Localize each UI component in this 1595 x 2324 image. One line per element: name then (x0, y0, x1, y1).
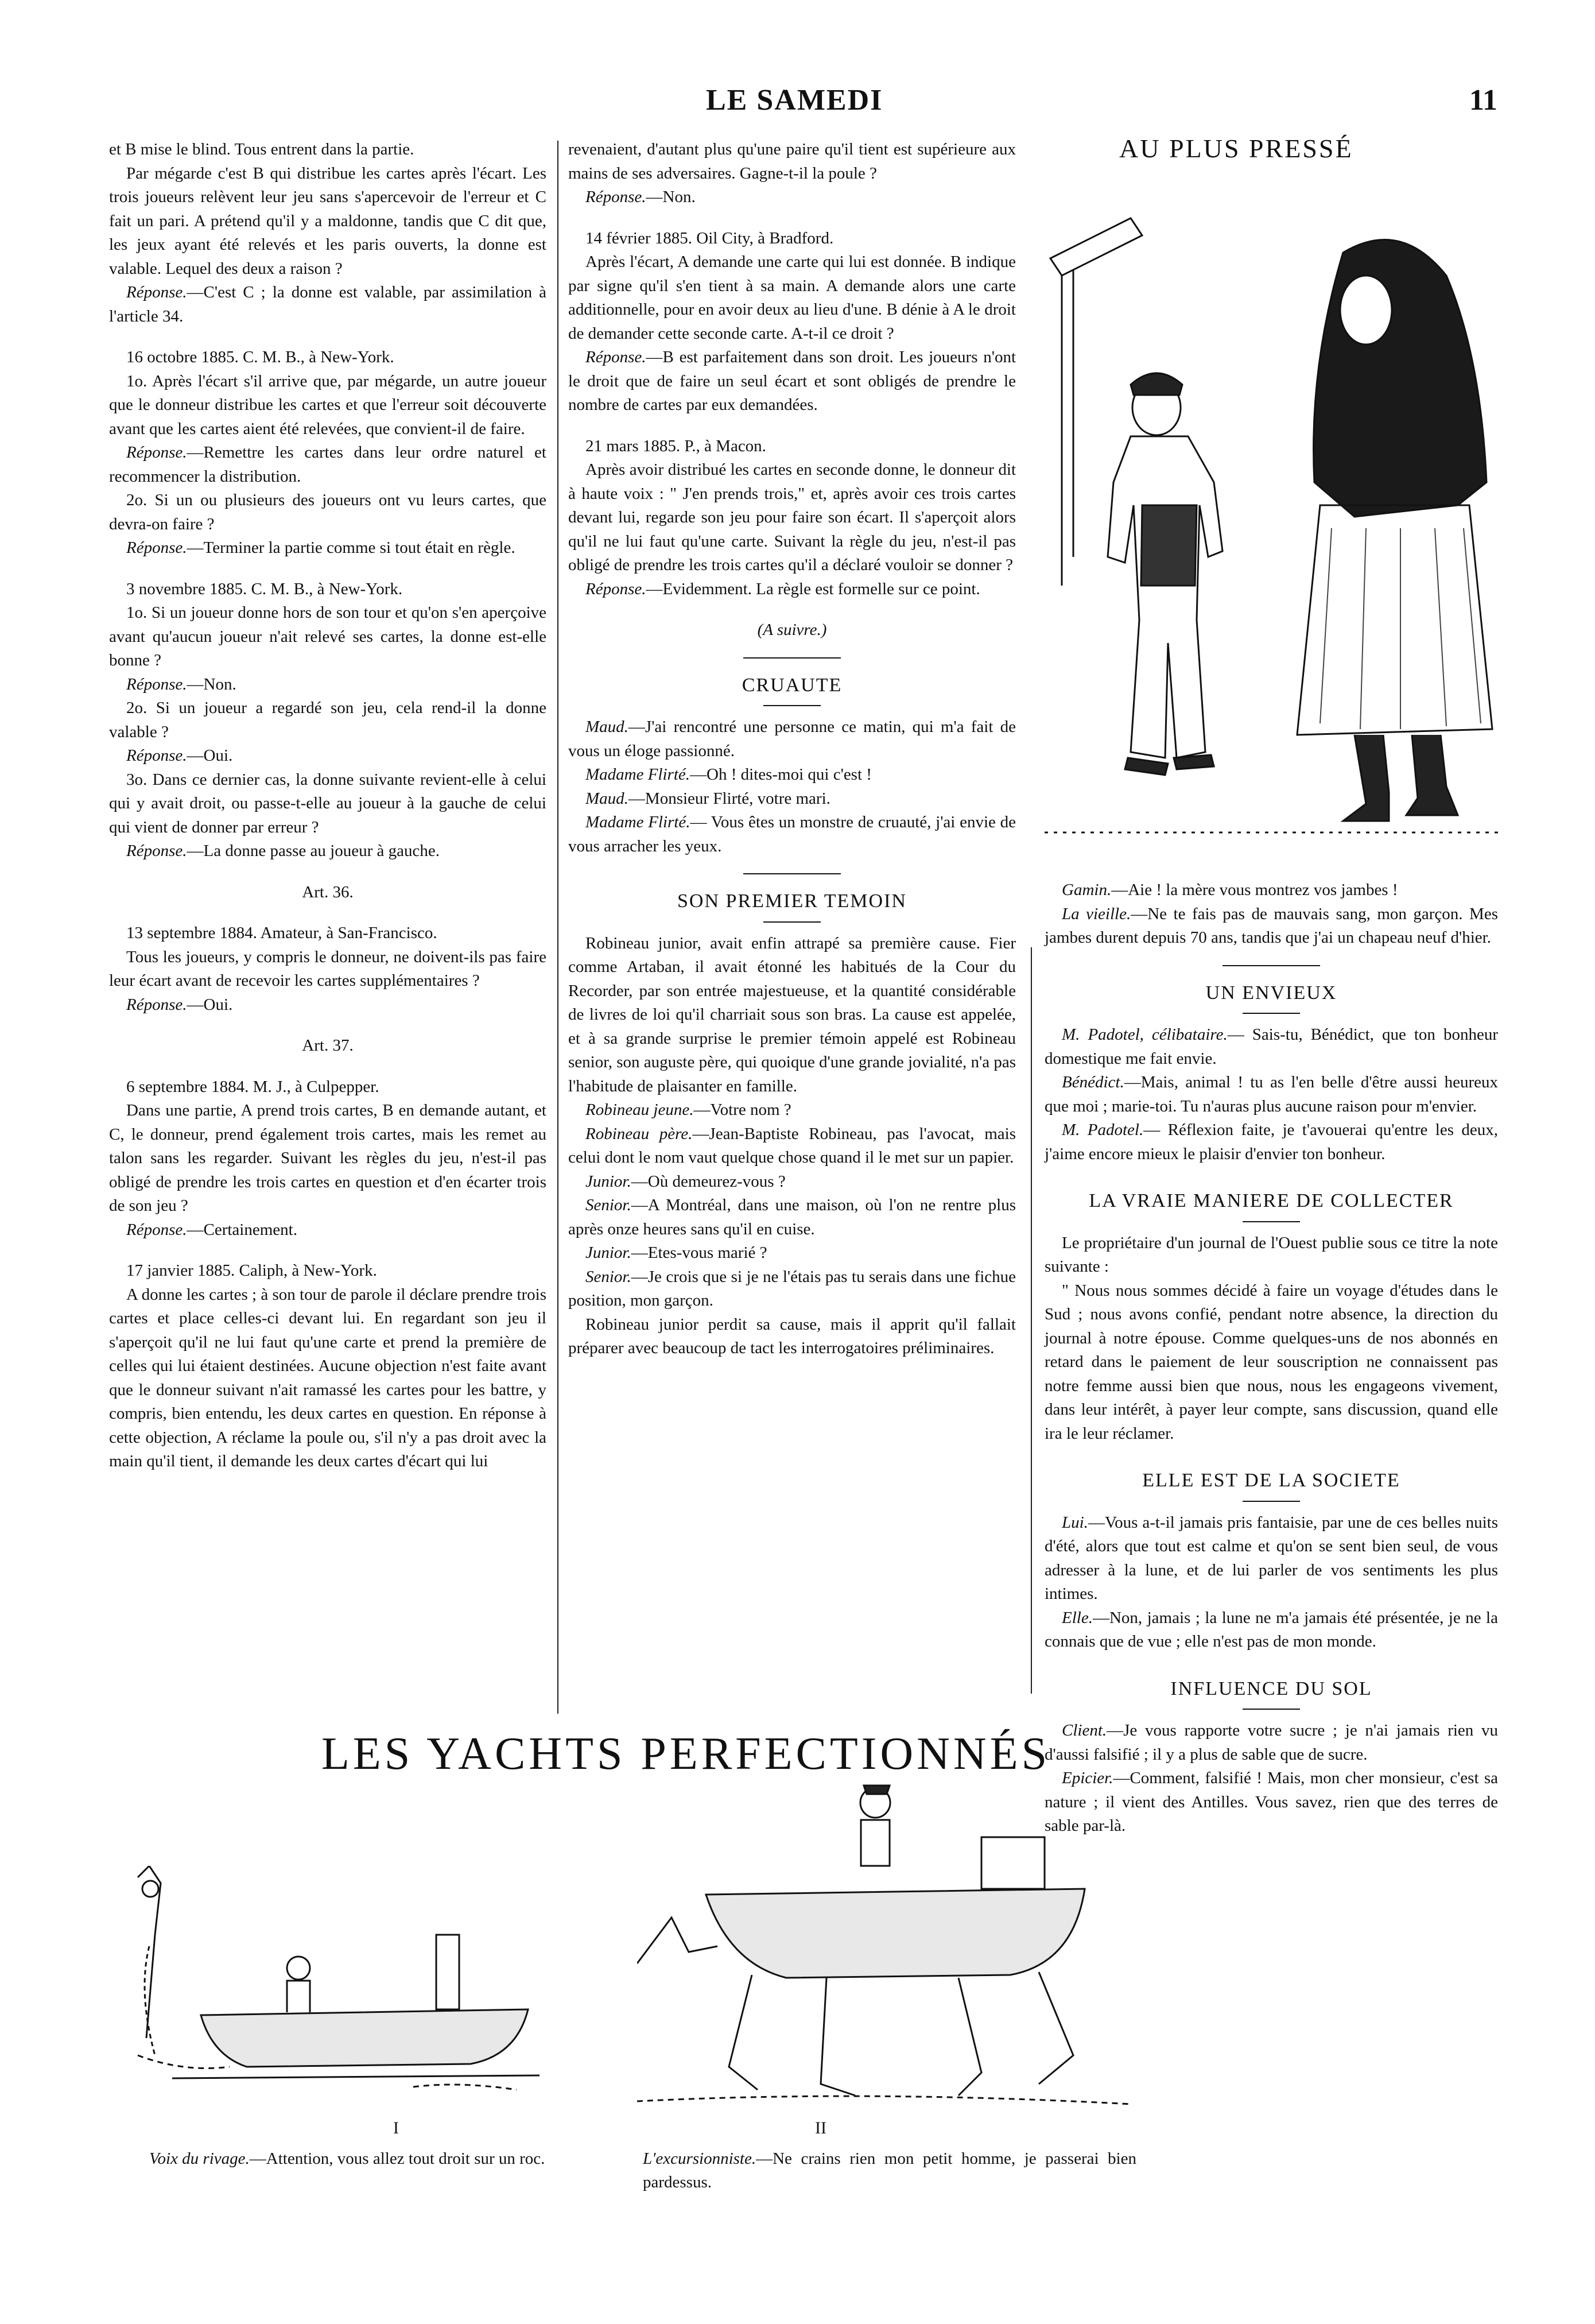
dialogue-line: Epicier.—Comment, falsifié ! Mais, mon cher monsieur, c'est sa nature ; il vient des Antilles. Vous savez, rien que des terres de sable par-là. (1045, 1769, 1498, 1835)
answer: Réponse.—Oui. (126, 995, 233, 1014)
paragraph: Après avoir distribué les cartes en seconde donne, le donneur dit à haute voix : " J'en prends trois," et, après avoir ces trois cartes devant lui, regarde son jeu pour faire son écart. Il s'aperçoit alors qu'il ne lui faut qu'une carte. Suivant la règle du jeu, n'est-il pas obligé de prendre les trois cartes qu'il a déclaré vouloir se donner ? (568, 460, 1016, 574)
paragraph: Robineau junior perdit sa cause, mais il apprit qu'il fallait préparer avec beaucoup de tact les interrogatoires préliminaires. (568, 1315, 1016, 1357)
yacht-illustration-1 (115, 1866, 562, 2107)
yachts-title: LES YACHTS PERFECTIONNÉS (321, 1729, 1051, 1779)
dialogue-line: Junior.—Etes-vous marié ? (585, 1244, 767, 1262)
question-heading: 21 mars 1885. P., à Macon. (585, 436, 766, 455)
title-rule (763, 921, 821, 923)
dialogue-line: La vieille.—Ne te fais pas de mauvais sang, mon garçon. Mes jambes durent depuis 70 ans, tandis que j'ai un chapeau neuf d'hier. (1045, 904, 1498, 947)
section-title-au-plus-presse: AU PLUS PRESSÉ (1119, 134, 1353, 163)
section-title-envieux: UN ENVIEUX (1205, 982, 1337, 1004)
paragraph: Tous les joueurs, y compris le donneur, ne doivent-ils pas faire leur écart avant de recevoir les cartes supplémentaires ? (109, 947, 546, 990)
dialogue-line: Lui.—Vous a-t-il jamais pris fantaisie, par une de ces belles nuits d'été, alors que tout est calme et qu'on se sent bien seul, de vous adresser à la lune, et de lui parler de vos sentiments les plus intimes. (1045, 1513, 1498, 1603)
yacht-caption-1: Voix du rivage.—Attention, vous allez tout droit sur un roc. (149, 2149, 545, 2168)
paragraph: 2o. Si un ou plusieurs des joueurs ont vu leurs cartes, que devra-on faire ? (109, 491, 546, 533)
paragraph: 1o. Si un joueur donne hors de son tour et qu'on s'en aperçoive avant qu'aucun joueur n'ait relevé ses cartes, la donne est-elle bonne ? (109, 603, 546, 669)
dialogue-line: M. Padotel, célibataire.— Sais-tu, Bénédict, que ton bonheur domestique me fait envie. (1045, 1025, 1498, 1068)
title-rule (1243, 1501, 1300, 1502)
answer: Réponse.—Remettre les cartes dans leur ordre naturel et recommencer la distribution. (109, 443, 546, 486)
title-rule (1243, 1221, 1300, 1222)
dialogue-line: Robineau père.—Jean-Baptiste Robineau, pas l'avocat, mais celui dont le nom vaut quelque chose quand il le met sur un papier. (568, 1124, 1016, 1167)
section-title-sol: INFLUENCE DU SOL (1170, 1678, 1372, 1699)
answer: Réponse.—Evidemment. La règle est formelle sur ce point. (585, 579, 980, 598)
article-number: Art. 37. (302, 1036, 354, 1055)
answer: Réponse.—Oui. (126, 746, 233, 765)
question-heading: 3 novembre 1885. C. M. B., à New-York. (126, 579, 403, 598)
answer: Réponse.—B est parfaitement dans son droit. Les joueurs n'ont le droit que de faire un seul écart et sont obligés de prendre le nombre de cartes par eux demandées. (568, 348, 1016, 414)
old-woman-and-boy-illustration (1045, 184, 1498, 873)
paragraph: Dans une partie, A prend trois cartes, B en demande autant, et C, le donneur, prend également trois cartes, mais les remet au talon sans les regarder. Suivant les règles du jeu, n'est-il pas obligé de prendre les trois cartes en question et d'en écarter trois de son jeu ? (109, 1101, 546, 1215)
question-heading: 16 octobre 1885. C. M. B., à New-York. (126, 348, 394, 366)
paragraph: 1o. Après l'écart s'il arrive que, par mégarde, un autre joueur que le donneur distribue les cartes et que l'erreur soit découverte avant que les cartes aient été relevées, que convient-il de faire. (109, 371, 546, 438)
dialogue-line: Gamin.—Aie ! la mère vous montrez vos jambes ! (1062, 881, 1398, 899)
page-header (0, 83, 1595, 129)
paragraph: 3o. Dans ce dernier cas, la donne suivante revient-elle à celui qui y avait droit, ou passe-t-elle au joueur à la gauche de celui qui vient de donner par erreur ? (109, 770, 546, 836)
section-title-societe: ELLE EST DE LA SOCIETE (1142, 1470, 1400, 1491)
to-be-continued: (A suivre.) (757, 621, 827, 639)
dialogue-line: Elle.—Non, jamais ; la lune ne m'a jamais été présentée, je ne la connais que de vue ; elle n'est pas de mon monde. (1045, 1608, 1498, 1651)
dialogue-line: Senior.—Je crois que si je ne l'étais pas tu serais dans une fichue position, mon garçon. (568, 1267, 1016, 1310)
question-heading: 13 septembre 1884. Amateur, à San-Francisco. (126, 924, 437, 942)
caption-number-1: I (393, 2118, 399, 2137)
dialogue-line: Senior.—A Montréal, dans une maison, où l'on ne rentre plus après onze heures sans qu'il en cuise. (568, 1196, 1016, 1238)
article-number: Art. 36. (302, 882, 354, 901)
title-rule (763, 705, 821, 706)
section-title-cruaute: CRUAUTE (742, 674, 843, 696)
journal-title: LE SAMEDI (706, 84, 883, 117)
question-heading: 17 janvier 1885. Caliph, à New-York. (126, 1261, 377, 1280)
column-1 (109, 138, 546, 1474)
section-separator (743, 657, 841, 659)
answer: Réponse.—C'est C ; la donne est valable, par assimilation à l'article 34. (109, 283, 546, 326)
answer: Réponse.—Terminer la partie comme si tout était en règle. (126, 539, 515, 557)
caption-number-2: II (815, 2118, 826, 2137)
section-separator (743, 873, 841, 874)
dialogue-line: Maud.—Monsieur Flirté, votre mari. (585, 789, 831, 808)
dialogue-line: Junior.—Où demeurez-vous ? (585, 1172, 786, 1191)
title-rule (1243, 1013, 1300, 1014)
paragraph: 2o. Si un joueur a regardé son jeu, cela rend-il la donne valable ? (109, 699, 546, 741)
dialogue-line: Robineau jeune.—Votre nom ? (585, 1101, 791, 1119)
yacht-illustration-2 (637, 1745, 1136, 2118)
section-separator (1223, 965, 1320, 966)
dialogue-line: Madame Flirté.— Vous êtes un monstre de cruauté, j'ai envie de vous arracher les yeux. (568, 813, 1016, 855)
question-heading: 14 février 1885. Oil City, à Bradford. (585, 228, 834, 247)
dialogue-line: Bénédict.—Mais, animal ! tu as l'en belle d'être aussi heureux que moi ; marie-toi. Tu n'auras plus aucune raison pour m'envier. (1045, 1073, 1498, 1115)
answer: Réponse.—Non. (585, 188, 696, 206)
page-number: 11 (1469, 84, 1497, 117)
column-divider-2 (1031, 947, 1032, 1694)
dialogue-line: Madame Flirté.—Oh ! dites-moi qui c'est ! (585, 765, 872, 784)
answer: Réponse.—La donne passe au joueur à gauche. (126, 842, 440, 860)
paragraph: revenaient, d'autant plus qu'une paire qu'il tient est supérieure aux mains de ses adversaires. Gagne-t-il la poule ? (568, 140, 1016, 183)
section-title-collecter: LA VRAIE MANIERE DE COLLECTER (1089, 1190, 1454, 1211)
paragraph: Robineau junior, avait enfin attrapé sa première cause. Fier comme Artaban, il avait étonné les habitués de la Cour du Recorder, par son entrée majestueuse, et la quantité considérable de livres de loi qu'il charriait sous son bras. La cause est appelée, et à sa grande surprise le premier témoin appelé est Robineau senior, son auguste père, qui quoique d'une grande jovialité, n'a pas l'habitude de plaisanter en famille. (568, 934, 1016, 1095)
paragraph: Après l'écart, A demande une carte qui lui est donnée. B indique par signe qu'il s'en tient à sa main. A demande alors une carte additionnelle, pour en avoir deux au lieu d'une. B dénie à A le droit de demander cette seconde carte. A-t-il ce droit ? (568, 253, 1016, 343)
paragraph: Le propriétaire d'un journal de l'Ouest publie sous ce titre la note suivante : (1045, 1233, 1498, 1276)
yacht-caption-2: L'excursionniste.—Ne crains rien mon petit homme, je passerai bien pardessus. (643, 2149, 1136, 2191)
dialogue-line: M. Padotel.— Réflexion faite, je t'avouerai qu'entre les deux, j'aime encore mieux le plaisir d'envier ton bonheur. (1045, 1121, 1498, 1163)
answer: Réponse.—Certainement. (126, 1220, 297, 1239)
column-3 (1045, 878, 1498, 1838)
column-divider-1 (557, 141, 558, 1714)
paragraph: et B mise le blind. Tous entrent dans la partie. (109, 140, 414, 158)
answer: Réponse.—Non. (126, 675, 236, 694)
question-heading: 6 septembre 1884. M. J., à Culpepper. (126, 1077, 379, 1096)
section-title-temoin: SON PREMIER TEMOIN (677, 890, 907, 912)
title-rule (1243, 1709, 1300, 1710)
dialogue-line: Maud.—J'ai rencontré une personne ce matin, qui m'a fait de vous un éloge passionné. (568, 718, 1016, 760)
dialogue-line: Client.—Je vous rapporte votre sucre ; je n'ai jamais rien vu d'aussi falsifié ; il y a plus de sable que de sucre. (1045, 1721, 1498, 1764)
paragraph: Par mégarde c'est B qui distribue les cartes après l'écart. Les trois joueurs relèvent leur jeu sans s'apercevoir de l'erreur et C fait un pari. A prétend qu'il y a maldonne, tandis que C dit que, les jeux ayant été relevés et les paris ouverts, la donne est valable. Lequel des deux a raison ? (109, 164, 546, 278)
column-2 (568, 138, 1016, 1361)
paragraph: A donne les cartes ; à son tour de parole il déclare prendre trois cartes et place celles-ci devant lui. En regardant son jeu il s'aperçoit qu'il ne lui faut qu'une carte et prend la première de celles qui lui étaient destinées. Aucune objection n'est faite avant que le donneur suivant n'ait ramassé les cartes pour les battre, y compris, bien entendu, les deux cartes en question. En réponse à cette objection, A réclame la poule ou, s'il n'y a pas droit avec la main qu'il tient, il demande les deux cartes d'écart qui lui (109, 1285, 546, 1470)
paragraph: " Nous nous sommes décidé à faire un voyage d'études dans le Sud ; nous avons confié, pendant notre absence, la direction du journal à notre épouse. Comme quelques-uns de nos abonnés en retard dans le paiement de leur souscription ne connaissent pas notre femme aussi bien que nous, nous les engageons vivement, dans leur intérêt, à payer leur compte, sans discussion, quand elle ira le leur réclamer. (1045, 1281, 1498, 1443)
